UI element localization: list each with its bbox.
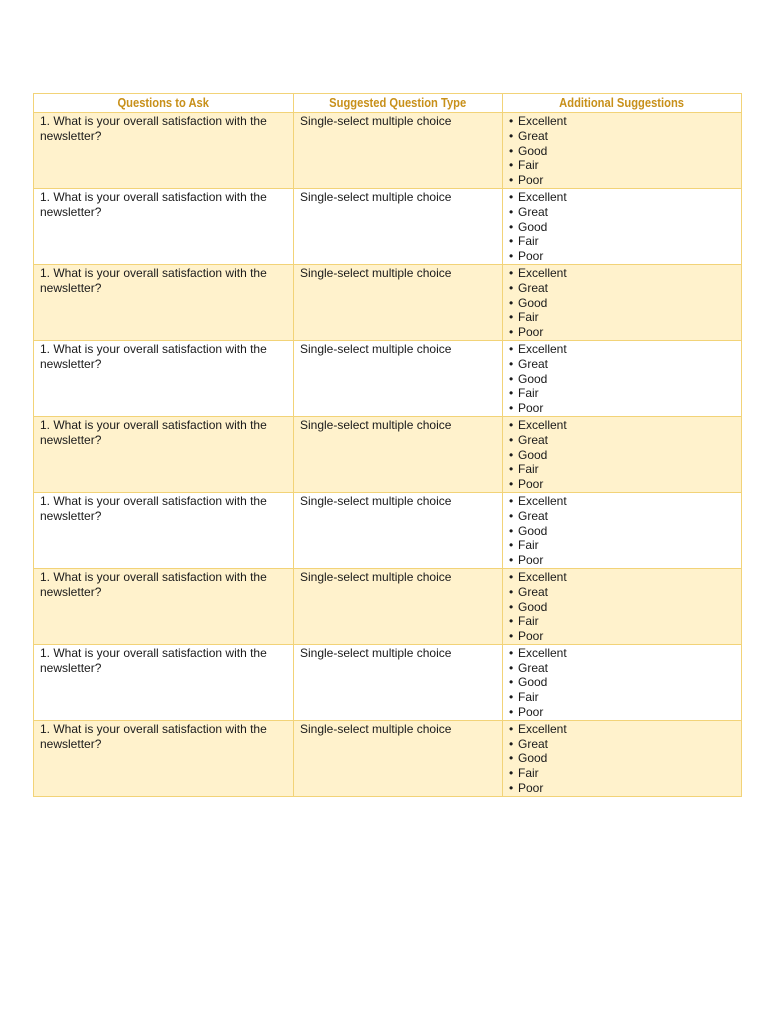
suggestion-label: Fair bbox=[518, 766, 539, 781]
bullet-icon: • bbox=[509, 432, 514, 447]
suggestion-item bbox=[509, 570, 735, 585]
suggestion-label: Poor bbox=[518, 629, 544, 644]
suggestion-item bbox=[509, 751, 735, 766]
suggestion-label: Excellent bbox=[518, 569, 567, 584]
bullet-icon: • bbox=[509, 462, 514, 477]
suggestion-label: Fair bbox=[518, 462, 539, 477]
question-type-cell: Single-select multiple choice bbox=[294, 188, 503, 264]
table-row bbox=[34, 264, 742, 340]
suggestion-item bbox=[509, 281, 735, 296]
suggestions-cell bbox=[503, 720, 742, 796]
suggestions-cell bbox=[503, 113, 742, 189]
suggestion-item bbox=[509, 448, 735, 463]
suggestion-item bbox=[509, 585, 735, 600]
table-row bbox=[34, 644, 742, 720]
suggestion-label: Fair bbox=[518, 234, 539, 249]
suggestion-item bbox=[509, 190, 735, 205]
question-cell: 1. What is your overall satisfaction with the newsletter? bbox=[34, 568, 294, 644]
bullet-icon: • bbox=[509, 280, 514, 295]
bullet-icon: • bbox=[509, 523, 514, 538]
table-row bbox=[34, 340, 742, 416]
bullet-icon: • bbox=[509, 249, 514, 264]
bullet-icon: • bbox=[509, 614, 514, 629]
question-cell: 1. What is your overall satisfaction with the newsletter? bbox=[34, 644, 294, 720]
suggestion-label: Excellent bbox=[518, 265, 567, 280]
suggestion-item bbox=[509, 494, 735, 509]
bullet-icon: • bbox=[509, 386, 514, 401]
bullet-icon: • bbox=[509, 189, 514, 204]
suggestion-label: Good bbox=[518, 523, 548, 538]
suggestion-label: Excellent bbox=[518, 645, 567, 660]
suggestion-label: Poor bbox=[518, 173, 544, 188]
suggestion-label: Poor bbox=[518, 325, 544, 340]
suggestion-label: Good bbox=[518, 751, 548, 766]
column-header-question-type: Suggested Question Type bbox=[294, 94, 503, 113]
suggestion-label: Excellent bbox=[518, 189, 567, 204]
suggestion-label: Poor bbox=[518, 401, 544, 416]
suggestion-label: Fair bbox=[518, 310, 539, 325]
bullet-icon: • bbox=[509, 371, 514, 386]
suggestion-item bbox=[509, 614, 735, 629]
suggestion-item bbox=[509, 296, 735, 311]
question-cell: 1. What is your overall satisfaction with the newsletter? bbox=[34, 720, 294, 796]
bullet-icon: • bbox=[509, 766, 514, 781]
suggestion-label: Good bbox=[518, 219, 548, 234]
table-row bbox=[34, 416, 742, 492]
suggestion-item bbox=[509, 205, 735, 220]
survey-questions-table bbox=[33, 93, 742, 797]
suggestion-label: Poor bbox=[518, 553, 544, 568]
suggestion-label: Poor bbox=[518, 781, 544, 796]
suggestion-label: Poor bbox=[518, 477, 544, 492]
suggestion-item bbox=[509, 462, 735, 477]
question-type-cell: Single-select multiple choice bbox=[294, 568, 503, 644]
bullet-icon: • bbox=[509, 447, 514, 462]
suggestion-item bbox=[509, 722, 735, 737]
suggestion-label: Excellent bbox=[518, 114, 567, 128]
bullet-icon: • bbox=[509, 234, 514, 249]
suggestion-label: Excellent bbox=[518, 721, 567, 736]
suggestion-label: Great bbox=[518, 736, 549, 751]
suggestion-item bbox=[509, 553, 735, 568]
suggestion-label: Great bbox=[518, 280, 549, 295]
suggestion-list bbox=[509, 342, 735, 416]
bullet-icon: • bbox=[509, 417, 514, 432]
bullet-icon: • bbox=[509, 690, 514, 705]
suggestions-cell bbox=[503, 340, 742, 416]
bullet-icon: • bbox=[509, 295, 514, 310]
suggestion-item bbox=[509, 433, 735, 448]
table-row bbox=[34, 113, 742, 189]
suggestion-label: Good bbox=[518, 371, 548, 386]
suggestion-list bbox=[509, 646, 735, 720]
suggestion-label: Poor bbox=[518, 705, 544, 720]
suggestion-item bbox=[509, 234, 735, 249]
suggestion-item bbox=[509, 401, 735, 416]
table-row bbox=[34, 188, 742, 264]
question-cell: 1. What is your overall satisfaction with the newsletter? bbox=[34, 340, 294, 416]
suggestion-label: Great bbox=[518, 356, 549, 371]
suggestion-item bbox=[509, 144, 735, 159]
suggestion-label: Excellent bbox=[518, 493, 567, 508]
suggestion-item bbox=[509, 766, 735, 781]
suggestion-item bbox=[509, 646, 735, 661]
suggestion-item bbox=[509, 129, 735, 144]
suggestion-item bbox=[509, 266, 735, 281]
question-cell: 1. What is your overall satisfaction with the newsletter? bbox=[34, 264, 294, 340]
bullet-icon: • bbox=[509, 158, 514, 173]
bullet-icon: • bbox=[509, 553, 514, 568]
suggestions-cell bbox=[503, 264, 742, 340]
question-cell: 1. What is your overall satisfaction with the newsletter? bbox=[34, 113, 294, 189]
question-type-cell: Single-select multiple choice bbox=[294, 113, 503, 189]
suggestion-list bbox=[509, 190, 735, 264]
bullet-icon: • bbox=[509, 356, 514, 371]
suggestion-item bbox=[509, 524, 735, 539]
bullet-icon: • bbox=[509, 781, 514, 796]
bullet-icon: • bbox=[509, 599, 514, 614]
table-body bbox=[34, 113, 742, 797]
suggestion-item bbox=[509, 173, 735, 188]
question-type-cell: Single-select multiple choice bbox=[294, 644, 503, 720]
suggestion-label: Great bbox=[518, 128, 549, 143]
suggestion-item bbox=[509, 690, 735, 705]
suggestion-label: Excellent bbox=[518, 341, 567, 356]
suggestion-label: Fair bbox=[518, 614, 539, 629]
question-type-cell: Single-select multiple choice bbox=[294, 264, 503, 340]
bullet-icon: • bbox=[509, 401, 514, 416]
bullet-icon: • bbox=[509, 660, 514, 675]
column-header-questions: Questions to Ask bbox=[34, 94, 294, 113]
suggestion-item bbox=[509, 418, 735, 433]
bullet-icon: • bbox=[509, 325, 514, 340]
table-header-row bbox=[34, 94, 742, 113]
table-row bbox=[34, 492, 742, 568]
question-type-cell: Single-select multiple choice bbox=[294, 340, 503, 416]
suggestion-item bbox=[509, 357, 735, 372]
suggestion-label: Poor bbox=[518, 249, 544, 264]
table-row bbox=[34, 568, 742, 644]
suggestion-item bbox=[509, 600, 735, 615]
bullet-icon: • bbox=[509, 114, 514, 128]
suggestion-item bbox=[509, 372, 735, 387]
bullet-icon: • bbox=[509, 477, 514, 492]
bullet-icon: • bbox=[509, 508, 514, 523]
suggestion-item bbox=[509, 781, 735, 796]
suggestion-label: Fair bbox=[518, 386, 539, 401]
suggestion-label: Great bbox=[518, 660, 549, 675]
suggestions-cell bbox=[503, 568, 742, 644]
bullet-icon: • bbox=[509, 538, 514, 553]
bullet-icon: • bbox=[509, 493, 514, 508]
bullet-icon: • bbox=[509, 645, 514, 660]
suggestion-label: Good bbox=[518, 675, 548, 690]
suggestion-item bbox=[509, 249, 735, 264]
suggestion-item bbox=[509, 705, 735, 720]
bullet-icon: • bbox=[509, 128, 514, 143]
table-row bbox=[34, 720, 742, 796]
suggestion-label: Good bbox=[518, 143, 548, 158]
suggestion-label: Fair bbox=[518, 690, 539, 705]
suggestion-label: Fair bbox=[518, 538, 539, 553]
suggestion-label: Good bbox=[518, 599, 548, 614]
suggestion-item bbox=[509, 386, 735, 401]
question-cell: 1. What is your overall satisfaction with the newsletter? bbox=[34, 492, 294, 568]
suggestion-item bbox=[509, 629, 735, 644]
bullet-icon: • bbox=[509, 341, 514, 356]
suggestion-label: Great bbox=[518, 508, 549, 523]
suggestion-item bbox=[509, 325, 735, 340]
bullet-icon: • bbox=[509, 310, 514, 325]
suggestion-item bbox=[509, 310, 735, 325]
suggestion-label: Good bbox=[518, 447, 548, 462]
question-type-cell: Single-select multiple choice bbox=[294, 492, 503, 568]
suggestion-list bbox=[509, 570, 735, 644]
question-type-cell: Single-select multiple choice bbox=[294, 720, 503, 796]
suggestion-list bbox=[509, 722, 735, 796]
bullet-icon: • bbox=[509, 569, 514, 584]
bullet-icon: • bbox=[509, 219, 514, 234]
bullet-icon: • bbox=[509, 173, 514, 188]
suggestion-item bbox=[509, 477, 735, 492]
suggestion-item bbox=[509, 661, 735, 676]
suggestion-item bbox=[509, 675, 735, 690]
bullet-icon: • bbox=[509, 143, 514, 158]
suggestion-label: Great bbox=[518, 204, 549, 219]
suggestion-list bbox=[509, 418, 735, 492]
suggestion-label: Good bbox=[518, 295, 548, 310]
bullet-icon: • bbox=[509, 584, 514, 599]
suggestion-item bbox=[509, 220, 735, 235]
bullet-icon: • bbox=[509, 675, 514, 690]
suggestion-label: Great bbox=[518, 432, 549, 447]
column-header-additional-suggestions: Additional Suggestions bbox=[503, 94, 742, 113]
question-cell: 1. What is your overall satisfaction with the newsletter? bbox=[34, 416, 294, 492]
suggestion-label: Great bbox=[518, 584, 549, 599]
suggestions-cell bbox=[503, 188, 742, 264]
bullet-icon: • bbox=[509, 751, 514, 766]
suggestion-item bbox=[509, 538, 735, 553]
suggestion-item bbox=[509, 509, 735, 524]
suggestion-item bbox=[509, 737, 735, 752]
bullet-icon: • bbox=[509, 721, 514, 736]
suggestion-list bbox=[509, 266, 735, 340]
suggestions-cell bbox=[503, 492, 742, 568]
bullet-icon: • bbox=[509, 705, 514, 720]
bullet-icon: • bbox=[509, 265, 514, 280]
question-cell: 1. What is your overall satisfaction with the newsletter? bbox=[34, 188, 294, 264]
suggestion-list bbox=[509, 494, 735, 568]
suggestion-item bbox=[509, 342, 735, 357]
suggestion-item bbox=[509, 114, 735, 129]
suggestion-list bbox=[509, 114, 735, 188]
suggestions-cell bbox=[503, 644, 742, 720]
bullet-icon: • bbox=[509, 736, 514, 751]
suggestion-item bbox=[509, 158, 735, 173]
suggestions-cell bbox=[503, 416, 742, 492]
question-type-cell: Single-select multiple choice bbox=[294, 416, 503, 492]
bullet-icon: • bbox=[509, 204, 514, 219]
suggestion-label: Excellent bbox=[518, 417, 567, 432]
suggestion-label: Fair bbox=[518, 158, 539, 173]
bullet-icon: • bbox=[509, 629, 514, 644]
